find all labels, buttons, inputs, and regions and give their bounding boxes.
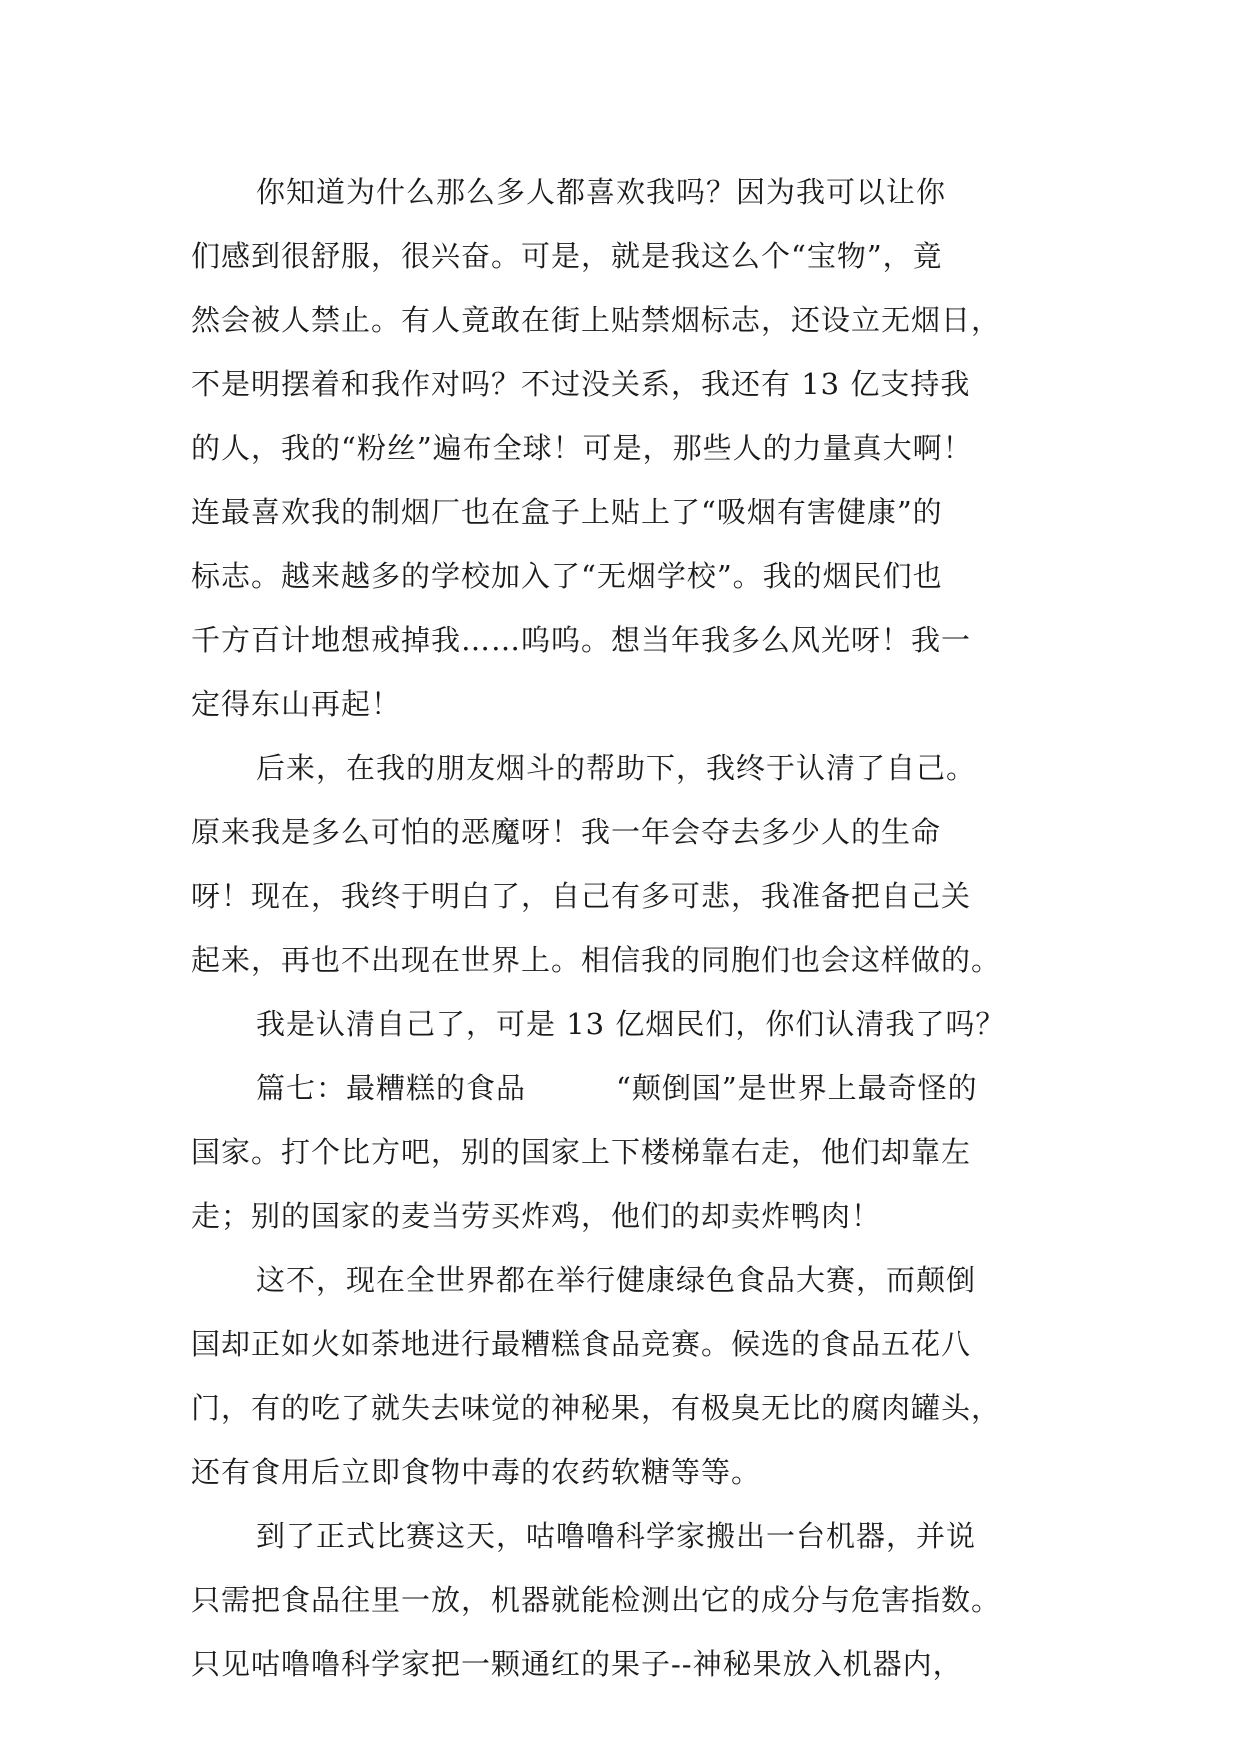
text-line: 我是认清自己了，可是 13 亿烟民们，你们认清我了吗？ bbox=[256, 1007, 1006, 1041]
text-line: 们感到很舒服，很兴奋。可是，就是我这么个“宝物”，竟 bbox=[191, 239, 943, 273]
text-line: 后来，在我的朋友烟斗的帮助下，我终于认清了自己。 bbox=[256, 751, 977, 785]
text-line: 这不，现在全世界都在举行健康绿色食品大赛，而颠倒 bbox=[256, 1263, 977, 1297]
text-line: 连最喜欢我的制烟厂也在盒子上贴上了“吸烟有害健康”的 bbox=[191, 495, 943, 529]
text-line: 千方百计地想戒掉我……呜呜。想当年我多么风光呀！我一 bbox=[191, 623, 972, 657]
text-line: 还有食用后立即食物中毒的农药软糖等等。 bbox=[191, 1455, 762, 1489]
text-line: 门，有的吃了就失去味觉的神秘果，有极臭无比的腐肉罐头， bbox=[191, 1391, 1002, 1425]
text-line: 国却正如火如荼地进行最糟糕食品竞赛。候选的食品五花八 bbox=[191, 1327, 972, 1361]
text-line: 标志。越来越多的学校加入了“无烟学校”。我的烟民们也 bbox=[191, 559, 943, 593]
text-line: 的人，我的“粉丝”遍布全球！可是，那些人的力量真大啊！ bbox=[191, 431, 973, 465]
body-text bbox=[191, 160, 1071, 1696]
text-line: 只需把食品往里一放，机器就能检测出它的成分与危害指数。 bbox=[191, 1583, 1002, 1617]
text-line: 国家。打个比方吧，别的国家上下楼梯靠右走，他们却靠左 bbox=[191, 1135, 972, 1169]
text-line: 然会被人禁止。有人竟敢在街上贴禁烟标志，还设立无烟日， bbox=[191, 303, 1002, 337]
text-line: 到了正式比赛这天，咕噜噜科学家搬出一台机器，并说 bbox=[256, 1519, 977, 1553]
text-line: 走；别的国家的麦当劳买炸鸡，他们的却卖炸鸭肉！ bbox=[191, 1199, 882, 1233]
text-line: 你知道为什么那么多人都喜欢我吗？因为我可以让你 bbox=[256, 175, 947, 209]
text-line: 定得东山再起！ bbox=[191, 687, 402, 721]
text-line: 原来我是多么可怕的恶魔呀！我一年会夺去多少人的生命 bbox=[191, 815, 942, 849]
text-line: 篇七：最糟糕的食品 “颠倒国”是世界上最奇怪的 bbox=[256, 1071, 978, 1105]
text-line: 起来，再也不出现在世界上。相信我的同胞们也会这样做的。 bbox=[191, 943, 1002, 977]
text-line: 不是明摆着和我作对吗？不过没关系，我还有 13 亿支持我 bbox=[191, 367, 971, 401]
text-line: 只见咕噜噜科学家把一颗通红的果子--神秘果放入机器内， bbox=[191, 1647, 963, 1681]
text-line: 呀！现在，我终于明白了，自己有多可悲，我准备把自己关 bbox=[191, 879, 972, 913]
